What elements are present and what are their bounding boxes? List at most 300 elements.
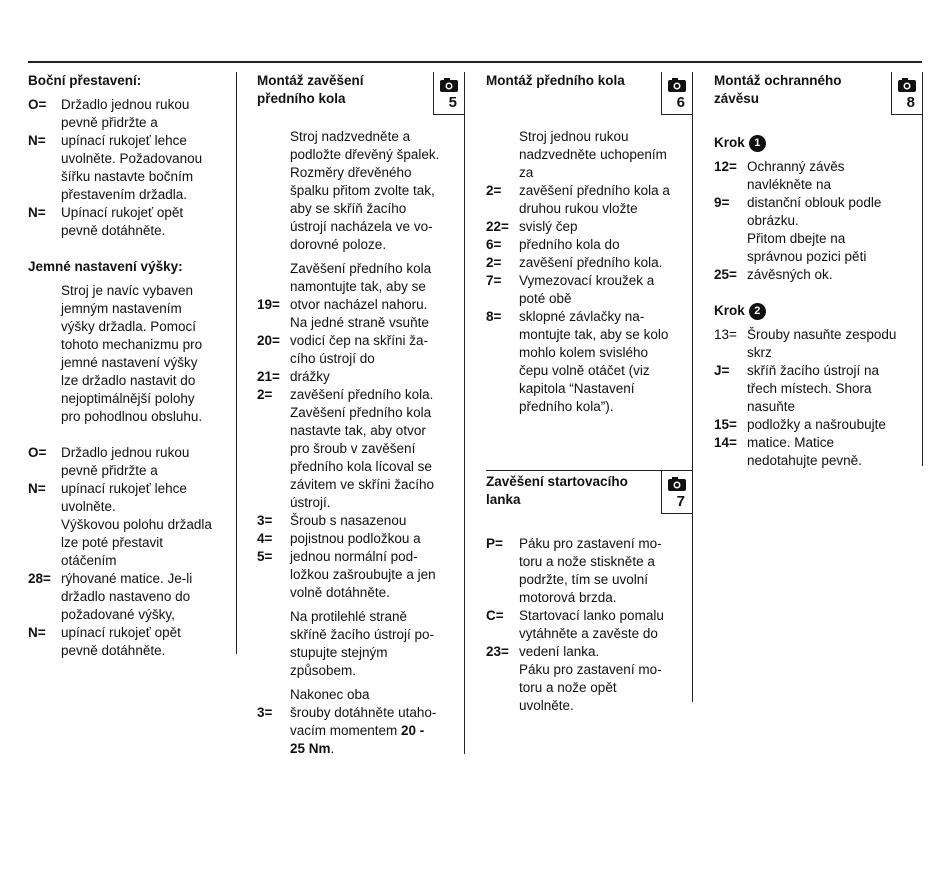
instruction-text: Výškovou polohu držadla	[61, 517, 212, 532]
part-reference: 13=	[714, 327, 737, 342]
instruction-line	[257, 686, 464, 704]
part-reference: 22=	[486, 219, 509, 234]
instruction-text: Zavěšení předního kola	[290, 261, 432, 276]
front-wheel-steps	[486, 128, 692, 416]
instruction-text: Stroj jednou rukou	[519, 129, 629, 144]
instruction-text: svislý čep	[519, 219, 578, 234]
instruction-text: Šroub s nasazenou	[290, 513, 407, 528]
part-reference	[257, 584, 290, 602]
part-reference	[486, 380, 519, 398]
part-reference: N=	[28, 625, 46, 640]
part-reference: C=	[486, 608, 504, 623]
part-reference	[257, 218, 290, 236]
part-reference	[257, 422, 290, 440]
instruction-line	[28, 552, 236, 570]
part-reference	[714, 230, 747, 248]
part-reference	[257, 404, 290, 422]
part-reference	[257, 260, 290, 278]
instruction-text: Zavěšení předního kola	[290, 405, 432, 420]
mount-block-4	[257, 686, 464, 740]
part-reference	[28, 372, 61, 390]
photo-reference	[661, 72, 692, 115]
instruction-line	[28, 186, 236, 204]
photo-reference	[661, 471, 692, 514]
instruction-line	[28, 132, 236, 150]
part-reference: 2=	[257, 387, 273, 402]
instruction-text: navlékněte na	[747, 177, 832, 192]
instruction-text: sklopné závlačky na-	[519, 309, 645, 324]
instruction-line	[486, 344, 692, 362]
part-reference	[486, 625, 519, 643]
section-starter-rope	[486, 470, 692, 715]
instruction-line	[257, 386, 464, 404]
instruction-text: Startovací lanko pomalu	[519, 608, 664, 623]
instruction-text: Šrouby nasuňte zespodu	[747, 327, 897, 342]
mount-block-2	[257, 260, 464, 602]
instruction-line	[28, 642, 236, 660]
instruction-line	[486, 607, 692, 625]
part-reference: N=	[28, 205, 46, 220]
instruction-line	[714, 326, 922, 344]
instruction-line	[486, 679, 692, 697]
heading-starter-rope	[486, 471, 646, 509]
column-front-wheel	[486, 72, 693, 713]
instruction-text: Upínací rukojeť opět	[61, 205, 184, 220]
instruction-line	[714, 248, 922, 266]
instruction-line	[486, 218, 692, 236]
part-reference	[486, 128, 519, 146]
instruction-text: podržte, tím se uvolní	[519, 572, 649, 587]
instruction-text: předního kola do	[519, 237, 620, 252]
instruction-line	[257, 146, 464, 164]
part-reference: 7=	[486, 273, 502, 288]
instruction-line	[486, 164, 692, 182]
instruction-line	[28, 114, 236, 132]
instruction-line	[257, 548, 464, 566]
instruction-line	[714, 380, 922, 398]
part-reference: 2=	[486, 255, 502, 270]
instruction-text: jednou normální pod-	[290, 549, 418, 564]
instruction-text: skříň žacího ústrojí na	[747, 363, 880, 378]
top-rule	[28, 61, 922, 63]
instruction-line	[486, 290, 692, 308]
part-reference	[28, 168, 61, 186]
instruction-line	[257, 644, 464, 662]
instruction-line	[28, 354, 236, 372]
instruction-line	[28, 480, 236, 498]
part-reference: 8=	[486, 309, 502, 324]
part-reference: 3=	[257, 513, 273, 528]
instruction-line	[28, 498, 236, 516]
instruction-line	[486, 571, 692, 589]
instruction-line	[28, 282, 236, 300]
part-reference: 25=	[714, 267, 737, 282]
instruction-text: upínací rukojeť opět	[61, 625, 181, 640]
instruction-text: Páku pro zastavení mo-	[519, 662, 662, 677]
part-reference	[28, 408, 61, 426]
part-reference	[28, 462, 61, 480]
heading-line: Montáž zavěšení	[257, 73, 364, 88]
instruction-line	[28, 150, 236, 168]
instruction-line	[486, 398, 692, 416]
instruction-line	[257, 608, 464, 626]
part-reference	[28, 336, 61, 354]
step-1-heading	[714, 134, 922, 152]
photo-reference	[433, 72, 464, 115]
instruction-line	[257, 182, 464, 200]
part-reference	[714, 452, 747, 470]
instruction-text: pevně přidržte a	[61, 115, 158, 130]
instruction-text: jemné nastavení výšky	[61, 355, 198, 370]
torque-line	[257, 740, 464, 758]
instruction-line	[714, 194, 922, 212]
part-reference	[486, 290, 519, 308]
instruction-line	[28, 96, 236, 114]
torque-value: 20 -	[401, 723, 425, 738]
instruction-line	[257, 278, 464, 296]
instruction-line	[257, 200, 464, 218]
instruction-line	[257, 332, 464, 350]
instruction-line	[28, 204, 236, 222]
instruction-line	[28, 408, 236, 426]
heading-line: lanka	[486, 492, 521, 507]
instruction-text: Stroj je navíc vybaven	[61, 283, 194, 298]
part-reference	[714, 398, 747, 416]
instruction-line	[257, 458, 464, 476]
part-reference	[257, 722, 290, 740]
step-2-heading	[714, 302, 922, 320]
torque-period: .	[330, 741, 335, 756]
part-reference	[28, 114, 61, 132]
starter-rope-steps	[486, 535, 692, 715]
part-reference: 23=	[486, 644, 509, 659]
instruction-text: předního kola lícoval se	[290, 459, 432, 474]
part-reference	[714, 212, 747, 230]
instruction-text: aby se skříň žacího	[290, 201, 407, 216]
part-reference: 3=	[257, 705, 273, 720]
instruction-text: špalku přitom zvolte tak,	[290, 183, 435, 198]
instruction-line	[486, 308, 692, 326]
part-reference: O=	[28, 97, 47, 112]
part-reference	[714, 380, 747, 398]
part-reference	[257, 350, 290, 368]
part-reference	[28, 186, 61, 204]
instruction-line	[486, 380, 692, 398]
part-reference	[28, 150, 61, 168]
instruction-text: jemným nastavením	[61, 301, 182, 316]
part-reference	[486, 164, 519, 182]
step-1-instructions	[714, 158, 922, 284]
part-reference: N=	[28, 481, 46, 496]
part-reference	[486, 344, 519, 362]
instruction-text: přestavením držadla.	[61, 187, 188, 202]
instruction-text: vytáhněte a zavěste do	[519, 626, 658, 641]
instruction-line	[486, 326, 692, 344]
fine-height-intro	[28, 282, 236, 426]
instruction-text: toru a nože stiskněte a	[519, 554, 655, 569]
heading-guard-mount	[714, 72, 874, 108]
part-reference: 2=	[486, 183, 502, 198]
step-label: Krok	[714, 303, 745, 318]
instruction-line	[714, 434, 922, 452]
mount-block-3	[257, 608, 464, 680]
part-reference	[28, 282, 61, 300]
instruction-line	[714, 266, 922, 284]
photo-number: 7	[676, 493, 685, 510]
part-reference	[714, 344, 747, 362]
heading-line: Zavěšení startovacího	[486, 474, 628, 489]
heading-fine-height: Jemné nastavení výšky:	[28, 259, 183, 274]
camera-icon	[668, 477, 686, 491]
torque-value-end: 25 Nm	[290, 741, 331, 756]
instruction-line	[257, 704, 464, 722]
instruction-text: nastavte tak, aby otvor	[290, 423, 426, 438]
instruction-text: lze poté přestavit	[61, 535, 164, 550]
part-reference: 20=	[257, 333, 280, 348]
instruction-text: správnou pozici pěti	[747, 249, 867, 264]
instruction-line	[257, 512, 464, 530]
instruction-text: Na protilehlé straně	[290, 609, 408, 624]
instruction-text: Ochranný závěs	[747, 159, 845, 174]
instruction-line	[486, 589, 692, 607]
instruction-line	[257, 350, 464, 368]
instruction-text: způsobem.	[290, 663, 357, 678]
instruction-text: namontujte tak, aby se	[290, 279, 426, 294]
part-reference: 28=	[28, 571, 51, 586]
instruction-text: obrázku.	[747, 213, 799, 228]
instruction-text: nejoptimálnější polohy	[61, 391, 195, 406]
part-reference	[486, 553, 519, 571]
instruction-text: volně dotáhněte.	[290, 585, 390, 600]
instruction-line	[486, 182, 692, 200]
instruction-text: šrouby dotáhněte utaho-	[290, 705, 437, 720]
instruction-text: poté obě	[519, 291, 572, 306]
instruction-text: závitem ve skříni žacího	[290, 477, 435, 492]
instruction-text: mohlo kolem svislého	[519, 345, 649, 360]
instruction-line	[257, 164, 464, 182]
part-reference	[28, 552, 61, 570]
instruction-text: Rozměry dřevěného	[290, 165, 412, 180]
part-reference: 14=	[714, 435, 737, 450]
instruction-text: vacím momentem 20 -	[290, 723, 425, 738]
part-reference	[257, 644, 290, 662]
part-reference	[28, 498, 61, 516]
instruction-text: skrz	[747, 345, 772, 360]
mount-block-1	[257, 128, 464, 254]
photo-number: 5	[448, 94, 457, 111]
part-reference: 12=	[714, 159, 737, 174]
instruction-text: držadlo nastaveno do	[61, 589, 191, 604]
side-adjustment-steps	[28, 96, 236, 240]
column-side-adjustment	[28, 72, 237, 658]
instruction-line	[257, 530, 464, 548]
photo-number: 6	[676, 94, 685, 111]
instruction-text: lze držadlo nastavit do	[61, 373, 196, 388]
instruction-line	[486, 625, 692, 643]
heading-line: předního kola	[257, 91, 346, 106]
instruction-text: otvor nacházel nahoru.	[290, 297, 428, 312]
instruction-line	[257, 422, 464, 440]
part-reference	[257, 566, 290, 584]
instruction-line	[714, 158, 922, 176]
instruction-line	[486, 697, 692, 715]
instruction-text: Držadlo jednou rukou	[61, 97, 190, 112]
instruction-line	[486, 362, 692, 380]
part-reference	[714, 248, 747, 266]
instruction-line	[28, 588, 236, 606]
part-reference: 9=	[714, 195, 730, 210]
part-reference	[257, 128, 290, 146]
instruction-text: nedotahujte pevně.	[747, 453, 862, 468]
instruction-line	[714, 230, 922, 248]
part-reference	[28, 516, 61, 534]
part-reference	[28, 390, 61, 408]
instruction-line	[28, 534, 236, 552]
part-reference	[257, 314, 290, 332]
instruction-line	[28, 168, 236, 186]
part-reference	[486, 146, 519, 164]
instruction-line	[257, 722, 464, 740]
part-reference	[486, 589, 519, 607]
part-reference	[257, 440, 290, 458]
instruction-text: pevně přidržte a	[61, 463, 158, 478]
instruction-text: třech místech. Shora	[747, 381, 872, 396]
instruction-line	[257, 566, 464, 584]
instruction-line	[714, 398, 922, 416]
instruction-text: otáčením	[61, 553, 117, 568]
part-reference	[257, 200, 290, 218]
instruction-text: ústrojí nacházela ve vo-	[290, 219, 433, 234]
instruction-line	[486, 661, 692, 679]
instruction-text: podložte dřevěný špalek.	[290, 147, 440, 162]
instruction-line	[28, 624, 236, 642]
heading-front-wheel	[486, 72, 646, 90]
instruction-line	[257, 662, 464, 680]
photo-reference	[891, 72, 922, 115]
instruction-line	[28, 462, 236, 480]
instruction-line	[28, 444, 236, 462]
instruction-line	[486, 200, 692, 218]
instruction-text: toru a nože opět	[519, 680, 617, 695]
part-reference	[28, 300, 61, 318]
column-front-wheel-mount	[257, 72, 465, 754]
part-reference	[486, 697, 519, 715]
camera-icon	[440, 78, 458, 92]
instruction-line	[486, 553, 692, 571]
instruction-line	[714, 452, 922, 470]
part-reference	[486, 571, 519, 589]
instruction-text: Na jedné straně vsuňte	[290, 315, 429, 330]
instruction-text: pevně dotáhněte.	[61, 223, 166, 238]
instruction-line	[714, 362, 922, 380]
column-guard-mount	[714, 72, 923, 466]
instruction-line	[486, 146, 692, 164]
instruction-line	[257, 626, 464, 644]
instruction-text: pro šroub v zavěšení	[290, 441, 416, 456]
photo-number: 8	[906, 94, 915, 111]
part-reference: 4=	[257, 531, 273, 546]
instruction-text: uvolněte.	[61, 499, 116, 514]
instruction-line	[257, 440, 464, 458]
instruction-text: uvolněte. Požadovanou	[61, 151, 203, 166]
part-reference	[257, 686, 290, 704]
instruction-text: čepu volně otáčet (viz	[519, 363, 650, 378]
instruction-line	[257, 260, 464, 278]
instruction-line	[714, 344, 922, 362]
instruction-text: kapitola “Nastavení	[519, 381, 635, 396]
part-reference: 21=	[257, 369, 280, 384]
part-reference	[257, 182, 290, 200]
part-reference: N=	[28, 133, 46, 148]
instruction-text: pevně dotáhněte.	[61, 643, 166, 658]
instruction-text: nadzvedněte uchopením	[519, 147, 667, 162]
instruction-text: matice. Matice	[747, 435, 835, 450]
instruction-text: Stroj nadzvedněte a	[290, 129, 411, 144]
instruction-text: drážky	[290, 369, 330, 384]
heading-front-wheel-mount	[257, 72, 417, 108]
part-reference: 5=	[257, 549, 273, 564]
part-reference	[486, 661, 519, 679]
instruction-line	[486, 643, 692, 661]
instruction-text: Páku pro zastavení mo-	[519, 536, 662, 551]
instruction-text: motorová brzda.	[519, 590, 617, 605]
part-reference	[486, 679, 519, 697]
instruction-line	[28, 372, 236, 390]
part-reference	[714, 176, 747, 194]
part-reference	[257, 494, 290, 512]
fine-height-steps	[28, 444, 236, 660]
instruction-text: dorovné poloze.	[290, 237, 387, 252]
instruction-text: předního kola”).	[519, 399, 614, 414]
instruction-line	[714, 416, 922, 434]
part-reference	[28, 222, 61, 240]
part-reference	[486, 326, 519, 344]
instruction-line	[28, 300, 236, 318]
instruction-text: stupujte stejným	[290, 645, 388, 660]
part-reference	[486, 200, 519, 218]
part-reference	[486, 362, 519, 380]
part-reference: 19=	[257, 297, 280, 312]
instruction-line	[257, 236, 464, 254]
part-reference	[28, 534, 61, 552]
instruction-line	[486, 272, 692, 290]
instruction-line	[257, 494, 464, 512]
part-reference	[257, 458, 290, 476]
part-reference	[257, 662, 290, 680]
instruction-text: ložkou zašroubujte a jen	[290, 567, 436, 582]
part-reference: P=	[486, 536, 503, 551]
instruction-text: výšky držadla. Pomocí	[61, 319, 197, 334]
part-reference	[257, 626, 290, 644]
instruction-line	[257, 368, 464, 386]
instruction-text: vodicí čep na skříni ža-	[290, 333, 429, 348]
camera-icon	[898, 78, 916, 92]
instruction-text: Držadlo jednou rukou	[61, 445, 190, 460]
instruction-line	[714, 212, 922, 230]
step-2-instructions	[714, 326, 922, 470]
instruction-text: druhou rukou vložte	[519, 201, 638, 216]
part-reference: O=	[28, 445, 47, 460]
instruction-text: pojistnou podložkou a	[290, 531, 421, 546]
instruction-text: cího ústrojí do	[290, 351, 375, 366]
instruction-text: tohoto mechanizmu pro	[61, 337, 203, 352]
part-reference	[257, 278, 290, 296]
instruction-text: pro pohodlnou obsluhu.	[61, 409, 203, 424]
instruction-line	[714, 176, 922, 194]
part-reference	[28, 588, 61, 606]
part-reference	[257, 236, 290, 254]
part-reference	[257, 146, 290, 164]
